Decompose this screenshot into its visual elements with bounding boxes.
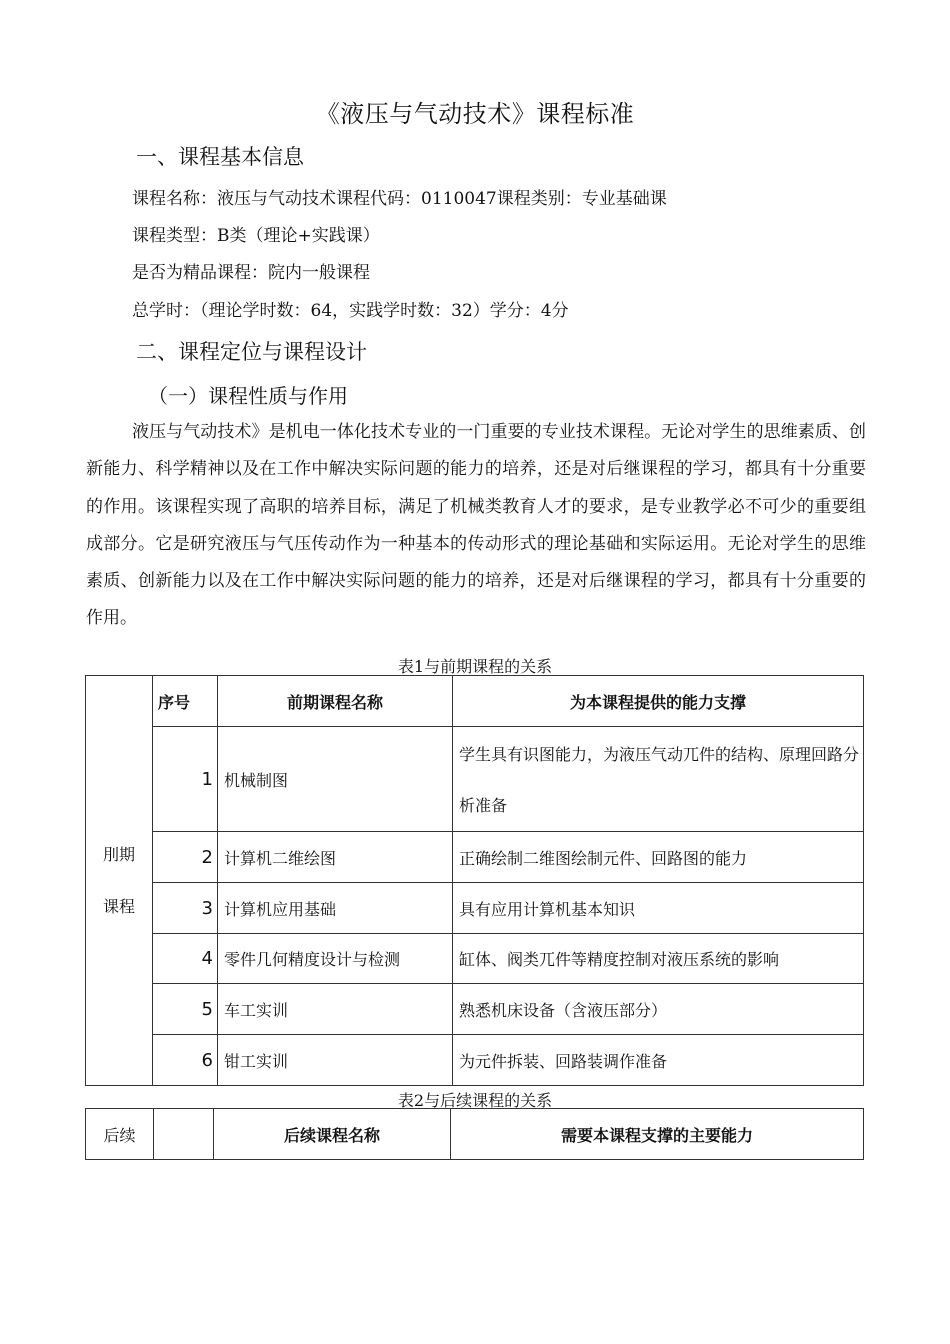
header-course-name: 前期课程名称 bbox=[218, 676, 453, 727]
table1-caption: 表1与前期课程的关系 bbox=[397, 657, 553, 676]
section-heading-basic-info: 一、课程基本信息 bbox=[136, 145, 304, 169]
row-num: 6 bbox=[153, 1035, 218, 1086]
subsequent-group-label: 后续 bbox=[86, 1109, 154, 1160]
header-course-name: 后续课程名称 bbox=[214, 1109, 451, 1160]
row-course-name: 零件几何精度设计与检测 bbox=[218, 934, 453, 984]
row-course-name: 车工实训 bbox=[218, 984, 453, 1035]
row-support: 熟悉机床设备（含液压部分） bbox=[453, 984, 864, 1035]
row-support: 缸体、阀类兀件等精度控制对液压系统的影响 bbox=[453, 934, 864, 984]
info-line-quality-course: 是否为精品课程：院内一般课程 bbox=[132, 263, 370, 283]
header-seq: 序号 bbox=[153, 676, 218, 727]
table-header-row bbox=[86, 676, 864, 727]
table-row bbox=[86, 727, 864, 832]
row-num: 1 bbox=[153, 727, 218, 832]
info-line-course-type: 课程类型：B类（理论+实践课） bbox=[132, 226, 380, 246]
subsection-heading-nature: （一）课程性质与作用 bbox=[148, 384, 348, 408]
table-row bbox=[86, 1035, 864, 1086]
section-heading-positioning: 二、课程定位与课程设计 bbox=[136, 340, 367, 364]
prior-courses-table bbox=[85, 675, 864, 1086]
row-course-name: 计算机应用基础 bbox=[218, 883, 453, 934]
info-line-hours-credits: 总学时：（理论学时数：64，实践学时数：32）学分：4分 bbox=[132, 301, 569, 321]
subsequent-courses-table bbox=[85, 1108, 864, 1160]
row-num: 5 bbox=[153, 984, 218, 1035]
table2-caption: 表2与后续课程的关系 bbox=[397, 1091, 553, 1110]
row-course-name: 钳工实训 bbox=[218, 1035, 453, 1086]
row-support: 具有应用计算机基本知识 bbox=[453, 883, 864, 934]
row-support: 正确绘制二维图绘制元件、回路图的能力 bbox=[453, 832, 864, 883]
header-seq bbox=[154, 1109, 214, 1160]
row-course-name: 机械制图 bbox=[218, 727, 453, 832]
course-nature-paragraph: 液压与气动技术》是机电一体化技术专业的一门重要的专业技术课程。无论对学生的思维素质、创新能力、科学精神以及在工作中解决实际问题的能力的培养，还是对后继课程的学习，都具有十分重要的作用。该课程实现了高职的培养目标，满足了机械类教育人才的要求，是专业教学必不可少的重要组成部分。它是研究液压与气压传动作为一种基本的传动形式的理论基础和实际运用。无论对学生的思维素质、创新能力以及在工作中解决实际问题的能力的培养，还是对后继课程的学习，都具有十分重要的作用。 bbox=[86, 422, 866, 629]
document-title: 《液压与气动技术》课程标准 bbox=[315, 100, 635, 128]
row-num: 2 bbox=[153, 832, 218, 883]
table-row bbox=[86, 832, 864, 883]
row-num: 4 bbox=[153, 934, 218, 984]
row-course-name: 计算机二维绘图 bbox=[218, 832, 453, 883]
header-support: 为本课程提供的能力支撑 bbox=[453, 676, 864, 727]
prior-group-label-line2: 课程 bbox=[102, 896, 135, 916]
header-required-ability: 需要本课程支撑的主要能力 bbox=[451, 1109, 864, 1160]
table-row bbox=[86, 883, 864, 934]
prior-group-cell bbox=[86, 676, 153, 1086]
row-support: 为元件拆装、回路装调作准备 bbox=[453, 1035, 864, 1086]
row-num: 3 bbox=[153, 883, 218, 934]
table-header-row bbox=[86, 1109, 864, 1160]
info-line-course-name: 课程名称：液压与气动技术课程代码：0110047课程类别：专业基础课 bbox=[132, 189, 667, 209]
table-row bbox=[86, 984, 864, 1035]
prior-group-label-line1: 刖期 bbox=[102, 844, 135, 864]
table-row bbox=[86, 934, 864, 984]
row-support: 学生具有识图能力，为液压气动兀件的结构、原理回路分析准备 bbox=[453, 727, 864, 832]
